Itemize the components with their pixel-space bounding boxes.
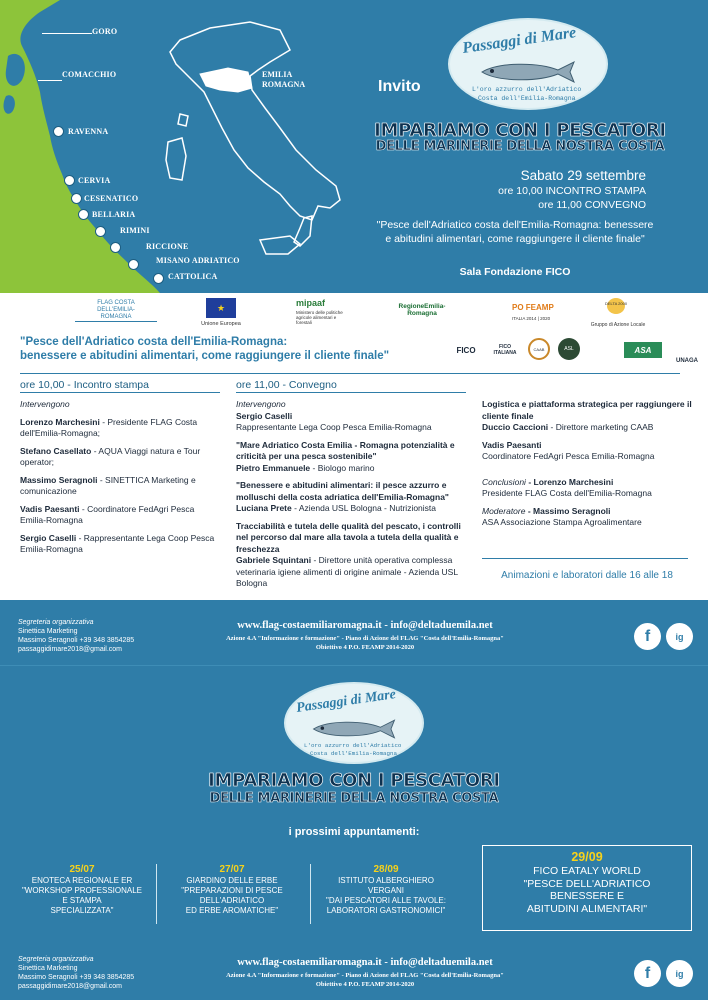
town-comacchio: COMACCHIO <box>62 70 117 79</box>
cervia-marker <box>64 175 75 186</box>
town-misano: MISANO ADRIATICO <box>156 256 240 265</box>
event-subtitle: DELLE MARINERIE DELLA NOSTRA COSTA <box>375 139 665 154</box>
website-link-2[interactable]: www.flag-costaemiliaromagna.it - info@deltaduemila.net <box>237 957 493 968</box>
header-banner <box>0 0 708 293</box>
event-title-2: IMPARIAMO CON I PESCATORI <box>208 770 500 791</box>
region-label: EMILIA ROMAGNA <box>262 70 306 89</box>
invito-label: Invito <box>378 78 421 95</box>
appt-separator-1 <box>156 864 157 924</box>
logo2-subtitle-2: Costa dell'Emilia-Romagna <box>310 750 397 757</box>
event-hour-2: ore 11,00 CONVEGNO <box>538 199 646 211</box>
misano-marker <box>128 259 139 270</box>
fish-icon-2 <box>310 718 398 740</box>
website-link-1[interactable]: www.flag-costaemiliaromagna.it - info@deltaduemila.net <box>237 620 493 631</box>
caab-logo: CAAB <box>528 338 550 360</box>
logo-subtitle-2: Costa dell'Emilia-Romagna <box>478 95 576 102</box>
logo-title-2: Passaggi di Mare <box>295 687 397 716</box>
band-edge <box>0 600 708 606</box>
logo2-subtitle-1: L'oro azzurro dell'Adriatico <box>304 742 402 749</box>
section-quote: "Pesce dell'Adriatico costa dell'Emilia-Romagna: benessere e abitudini alimentari, come raggiungere il cliente finale" <box>20 336 390 362</box>
ravenna-marker <box>53 126 64 137</box>
passaggi-di-mare-logo-2 <box>284 682 424 764</box>
appointment-1: 25/07 ENOTECA REGIONALE ER "WORKSHOP PROFESSIONALE E STAMPA SPECIALIZZATA" <box>21 864 143 915</box>
asa-logo: ASA <box>624 342 662 358</box>
town-cattolica: CATTOLICA <box>168 272 218 281</box>
segreteria-block-1: Segreteria organizzativa Sinettica Marketing Massimo Seragnoli +39 348 3854285 passaggidimare2018@gmail.com <box>18 619 135 653</box>
azione-line-3: Azione 4.A "Informazione e formazione" - Piano di Azione del FLAG "Costa dell'Emilia-Romagna" <box>226 972 504 979</box>
appointment-2: 27/07 GIARDINO DELLE ERBE "PREPARAZIONI DI PESCE DELL'ADRIATICO ED ERBE AROMATICHE" <box>181 864 283 915</box>
goro-line <box>42 33 92 34</box>
col1-heading: ore 10,00 - Incontro stampa <box>20 379 149 391</box>
col2-underline <box>236 392 466 393</box>
animazioni-label: Animazioni e laboratori dalle 16 alle 18 <box>501 570 673 581</box>
azione-line-4: Obiettivo 4 P.O. FEAMP 2014-2020 <box>315 981 415 988</box>
mipaaf-logo: mipaaf <box>296 298 326 308</box>
regione-logo: RegioneEmilia-Romagna <box>398 303 446 317</box>
cesenatico-marker <box>71 193 82 204</box>
band-separator <box>0 665 708 666</box>
event-date: Sabato 29 settembre <box>520 168 646 183</box>
appt-separator-2 <box>310 864 311 924</box>
bellaria-marker <box>78 209 89 220</box>
next-appointments-heading: i prossimi appuntamenti: <box>288 826 420 838</box>
feamp-logo: PO FEAMP <box>512 303 554 312</box>
col2-talks: Intervengono Sergio Caselli Rappresentante Lega Coop Pesca Emilia-Romagna "Mare Adriatico Costa Emilia - Romagna potenzialità e criticità per una pesca sostenibile" Pietro Emmanuele - Biologo marino "Benessere e abitudini alimentari: il pesce azzurro e molluschi della costa adriatica dell'Emilia-Romagna" Luciana Prete - Azienda USL Bologna - Nutrizionista Tracciabilità e tutela delle qualità del pescato, i controlli nel percorso dal mare alla tavola a tutela della qualità e freschezza Gabriele Squintani - Direttore unità operativa complessa veterinaria igiene alimenti di origine animale - Azienda USL Bologna <box>236 399 461 588</box>
fico-logo: FICO <box>456 345 476 355</box>
town-cesenatico: CESENATICO <box>84 194 139 203</box>
town-riccione: RICCIONE <box>146 242 189 251</box>
facebook-icon[interactable]: f <box>634 623 661 650</box>
logo-title: Passaggi di Mare <box>461 24 578 57</box>
eu-label: Unione Europea <box>201 321 241 327</box>
logo-subtitle-1: L'oro azzurro dell'Adriatico <box>472 86 582 93</box>
appointment-highlight: 29/09 FICO EATALY WORLD "PESCE DELL'ADRIATICO BENESSERE E ABITUDINI ALIMENTARI" <box>482 845 692 931</box>
rimini-marker <box>95 226 106 237</box>
facebook-icon-2[interactable]: f <box>634 960 661 987</box>
azione-line-1: Azione 4.A "Informazione e formazione" - Piano di Azione del FLAG "Costa dell'Emilia-Romagna" <box>226 635 504 642</box>
segreteria-block-2: Segreteria organizzativa Sinettica Marketing Massimo Seragnoli +39 348 3854285 passaggidimare2018@gmail.com <box>18 956 135 990</box>
col3-divider <box>482 558 688 559</box>
eu-flag-icon: ★ <box>206 298 236 318</box>
feamp-sub: ITALIA 2014 | 2020 <box>512 316 551 321</box>
town-bellaria: BELLARIA <box>92 210 136 219</box>
instagram-icon-2[interactable]: ig <box>666 960 693 987</box>
col1-speakers: Intervengono Lorenzo Marchesini - Presidente FLAG Costa dell'Emilia-Romagna; Stefano Casellato - AQUA Viaggi natura e Tour operator; Massimo Seragnoli - SINETTICA Marketing e comunicazione Vadis Paesanti - Coordinatore FedAgri Pesca Emilia-Romagna Sergio Caselli - Rappresentante Lega Coop Pesca Emilia-Romagna <box>20 399 215 554</box>
comacchio-line <box>38 80 62 81</box>
col1-underline <box>20 392 220 393</box>
town-cervia: CERVIA <box>78 176 111 185</box>
azione-line-2: Obiettivo 4 P.O. FEAMP 2014-2020 <box>315 644 415 651</box>
event-title: IMPARIAMO CON I PESCATORI <box>374 120 666 141</box>
fish-icon <box>478 60 578 84</box>
event-venue: Sala Fondazione FICO <box>459 266 571 278</box>
col3-talks: Logistica e piattaforma strategica per raggiungere il cliente finale Duccio Caccioni - Direttore marketing CAAB Vadis Paesanti Coordinatore FedAgri Pesca Emilia-Romagna Conclusioni - Lorenzo Marchesini Presidente FLAG Costa dell'Emilia-Romagna Moderatore - Massimo Seragnoli ASA Associazione Stampa Agroalimentare <box>482 399 692 527</box>
unaga-logo: UNAGA <box>676 358 698 364</box>
passaggi-di-mare-logo <box>448 18 608 110</box>
mipaaf-sub: Ministero delle politiche agricole alimentari e forestali <box>296 310 343 325</box>
fico-italiana-logo: FICO ITALIANA <box>493 344 517 356</box>
delta-label: DELTA 2000 <box>604 301 628 306</box>
col2-heading: ore 11,00 - Convegno <box>236 379 337 391</box>
instagram-icon[interactable]: ig <box>666 623 693 650</box>
delta-sub: Gruppo di Azione Locale <box>590 322 646 328</box>
flag-logo: FLAG COSTA DELL'EMILIA-ROMAGNA <box>75 300 157 322</box>
event-hour-1: ore 10,00 INCONTRO STAMPA <box>498 185 646 197</box>
riccione-marker <box>110 242 121 253</box>
appointment-3: 28/09 ISTITUTO ALBERGHIERO VERGANI "DAI PESCATORI ALLE TAVOLE: LABORATORI GASTRONOMICI" <box>326 864 446 915</box>
program-divider <box>20 373 680 374</box>
town-goro: GORO <box>92 27 118 36</box>
asl-logo: ASL <box>558 338 580 360</box>
event-quote: "Pesce dell'Adriatico costa dell'Emilia-Romagna: benessere e abitudini alimentari, come raggiungere il cliente finale" <box>376 219 654 245</box>
town-rimini: RIMINI <box>120 226 150 235</box>
town-ravenna: RAVENNA <box>68 127 109 136</box>
italy-map <box>140 10 350 290</box>
event-subtitle-2: DELLE MARINERIE DELLA NOSTRA COSTA <box>209 791 499 806</box>
